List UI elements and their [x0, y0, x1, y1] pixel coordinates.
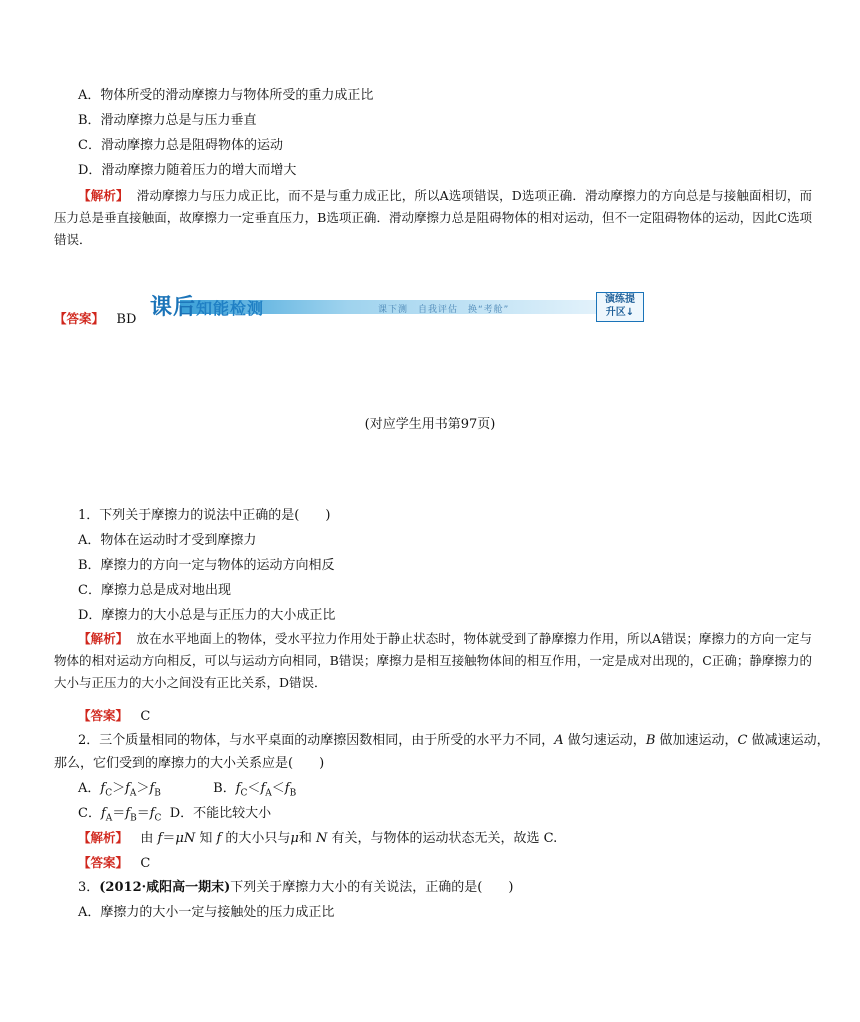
q0-answer: [54, 309, 136, 330]
q0-analysis: [54, 185, 812, 251]
q2-options-cd: C．$f_A=f_B=f_C$ D．不能比较大小: [78, 806, 272, 824]
q2-stem-line1: 2．三个质量相同的物体，与水平桌面的动摩擦因数相同，由于所受的水平力不同，A 做匀速运动，B 做加速运动，C 做减速运动，: [78, 733, 830, 748]
q0-option-d: D．滑动摩擦力随着压力的增大而增大: [78, 163, 297, 178]
q1-stem: 1．下列关于摩擦力的说法中正确的是( ): [78, 508, 331, 523]
answer-value: BD: [116, 312, 137, 327]
q2-analysis: 【解析】 由 f＝μN 知 f 的大小只与μ和 N 有关，与物体的运动状态无关，故选 C.: [78, 830, 558, 846]
answer-label: 【答案】: [54, 311, 105, 326]
q2-options-ab: A．$f_C>f_A>f_B$ B．$f_C<f_A<f_B$: [78, 781, 297, 799]
analysis-text: 滑动摩擦力与压力成正比，而不是与重力成正比，所以A选项错误，D选项正确．滑动摩擦力的方向总是与接触面相切，而压力总是垂直接触面，故摩擦力一定垂直压力，B选项正确．滑动摩擦力总是阻碍物体的相对运动，但不一定阻碍物体的运动，因此C选项错误．: [54, 188, 812, 247]
banner-slogan: 课下测 自我评估 换“考舱”: [378, 305, 510, 315]
page-reference: (对应学生用书第97页): [364, 417, 496, 432]
q1-answer: 【答案】 C: [78, 708, 151, 724]
analysis-label: 【解析】: [78, 188, 129, 203]
q0-option-c: C．滑动摩擦力总是阻碍物体的运动: [78, 138, 283, 153]
q1-analysis: 【解析】 放在水平地面上的物体，受水平拉力作用处于静止状态时，物体就受到了静摩擦力作用，所以A错误；摩擦力的方向一定与物体的相对运动方向相反，可以与运动方向相同，B错误；摩擦力是相互接触物体间的相互作用，一定是成对出现的，C正确；静摩擦力的大小与正压力的大小之间没有正比关系，D错误．: [54, 631, 813, 690]
q0-option-b: B．滑动摩擦力总是与压力垂直: [78, 113, 257, 128]
q0-option-a: A．物体所受的滑动摩擦力与物体所受的重力成正比: [78, 88, 374, 103]
section-banner: [140, 290, 645, 324]
q2-stem-line2: 那么，它们受到的摩擦力的大小关系应是( ): [54, 756, 325, 771]
q3-option-a: A．摩擦力的大小一定与接触处的压力成正比: [78, 905, 335, 920]
q3-stem: 3．(2012·咸阳高一期末)下列关于摩擦力大小的有关说法，正确的是( ): [78, 880, 514, 895]
banner-title: 课后知能检测: [150, 295, 265, 320]
q1-option-b: B．摩擦力的方向一定与物体的运动方向相反: [78, 558, 335, 573]
q1-option-c: C．摩擦力总是成对地出现: [78, 583, 231, 598]
banner-box: 演练提 升区↓: [596, 292, 644, 322]
q2-answer: 【答案】 C: [78, 855, 151, 871]
q1-option-d: D．摩擦力的大小总是与正压力的大小成正比: [78, 608, 336, 623]
q1-option-a: A．物体在运动时才受到摩擦力: [78, 533, 257, 548]
